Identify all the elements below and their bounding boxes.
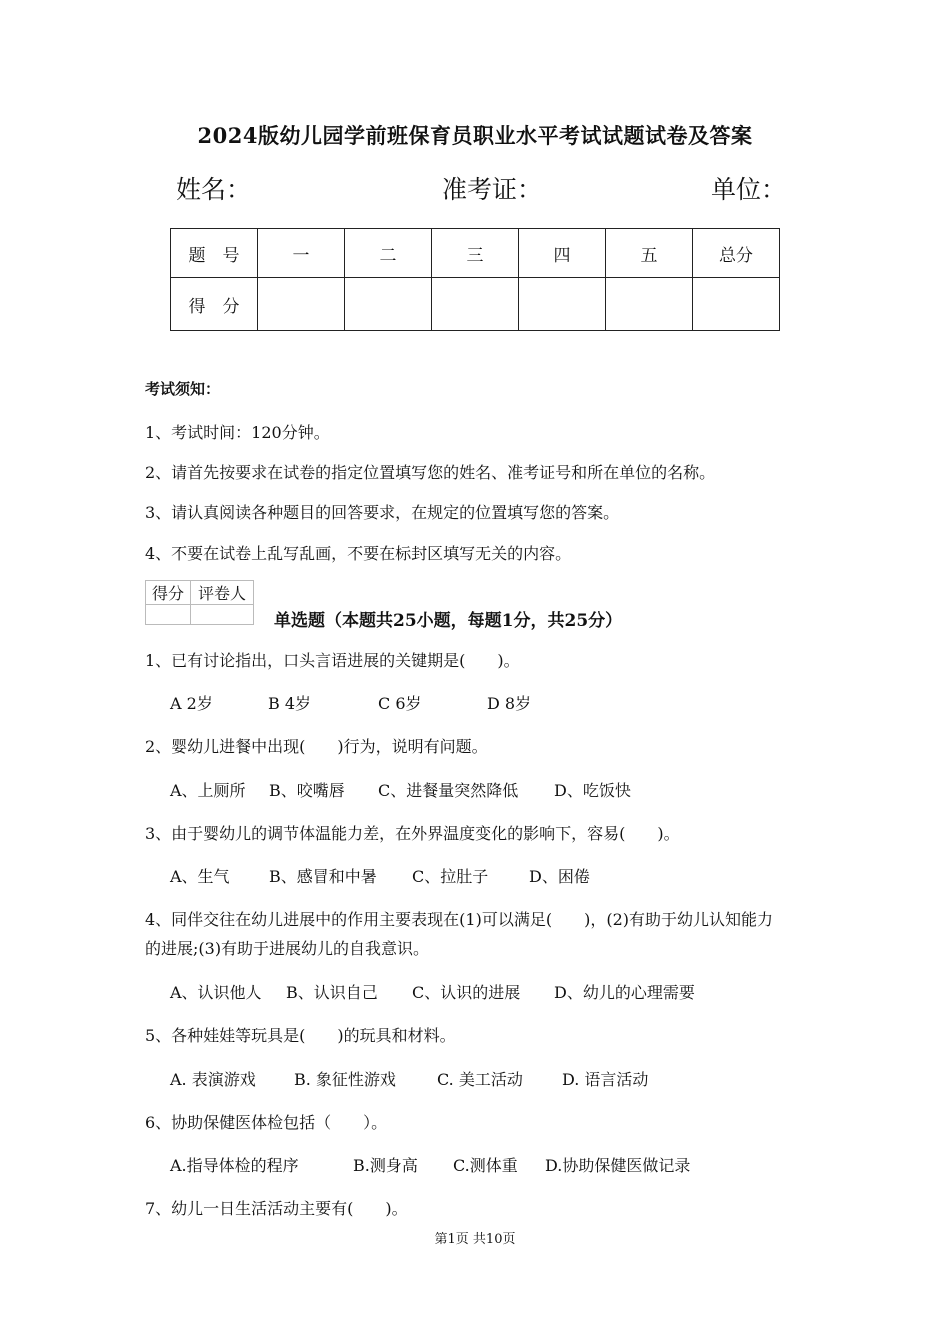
question-3-option-d: D、困倦 bbox=[529, 867, 590, 886]
question-2-option-b: B、咬嘴唇 bbox=[269, 781, 345, 800]
question-5-option-c: C. 美工活动 bbox=[437, 1070, 523, 1089]
section-title: 单选题（本题共25小题，每题1分，共25分） bbox=[274, 611, 623, 631]
question-5-option-b: B. 象征性游戏 bbox=[294, 1070, 396, 1089]
question-1-option-d: D 8岁 bbox=[487, 694, 532, 713]
notice-item-1: 1、考试时间：120分钟。 bbox=[145, 423, 330, 442]
header-cell-total: 总分 bbox=[693, 229, 780, 278]
exam-id-field-label: 准考证： bbox=[442, 175, 543, 204]
notice-item-2: 2、请首先按要求在试卷的指定位置填写您的姓名、准考证号和所在单位的名称。 bbox=[145, 463, 716, 482]
notice-item-4: 4、不要在试卷上乱写乱画，不要在标封区填写无关的内容。 bbox=[145, 544, 572, 563]
question-1-option-c: C 6岁 bbox=[378, 694, 422, 713]
notice-heading: 考试须知： bbox=[145, 380, 221, 398]
score-table-header-row bbox=[171, 229, 780, 278]
question-7-stem: 7、幼儿一日生活活动主要有( )。 bbox=[145, 1199, 408, 1218]
question-3-option-c: C、拉肚子 bbox=[412, 867, 489, 886]
question-3-stem: 3、由于婴幼儿的调节体温能力差，在外界温度变化的影响下，容易( )。 bbox=[145, 824, 680, 843]
question-5-option-d: D. 语言活动 bbox=[562, 1070, 649, 1089]
question-5-option-a: A. 表演游戏 bbox=[170, 1070, 256, 1089]
grader-name-label: 评卷人 bbox=[191, 581, 254, 605]
grader-score-label: 得分 bbox=[146, 581, 191, 605]
question-4-option-c: C、认识的进展 bbox=[412, 983, 521, 1002]
question-2-stem: 2、婴幼儿进餐中出现( )行为，说明有问题。 bbox=[145, 737, 488, 756]
question-4-stem: 4、同伴交往在幼儿进展中的作用主要表现在(1)可以满足( )，(2)有助于幼儿认知能力 bbox=[145, 910, 773, 929]
question-4-stem-continued: 的进展;(3)有助于进展幼儿的自我意识。 bbox=[145, 939, 430, 958]
score-cell-2 bbox=[345, 278, 432, 331]
question-1-option-b: B 4岁 bbox=[268, 694, 312, 713]
header-cell-1: 一 bbox=[258, 229, 345, 278]
question-6-option-b: B.测身高 bbox=[353, 1156, 418, 1175]
score-table-score-row bbox=[171, 278, 780, 331]
question-4-option-d: D、幼儿的心理需要 bbox=[554, 983, 695, 1002]
header-cell-5: 五 bbox=[606, 229, 693, 278]
page-footer: 第1页 共10页 bbox=[434, 1232, 516, 1247]
score-cell-1 bbox=[258, 278, 345, 331]
question-6-option-c: C.测体重 bbox=[453, 1156, 518, 1175]
question-2-option-c: C、进餐量突然降低 bbox=[378, 781, 519, 800]
header-cell-2: 二 bbox=[345, 229, 432, 278]
grader-score-cell bbox=[146, 605, 191, 625]
question-2-option-d: D、吃饭快 bbox=[554, 781, 631, 800]
grader-name-cell bbox=[191, 605, 254, 625]
question-4-option-b: B、认识自己 bbox=[286, 983, 378, 1002]
question-6-option-d: D.协助保健医做记录 bbox=[545, 1156, 691, 1175]
name-field-label: 姓名： bbox=[176, 175, 252, 204]
question-6-option-a: A.指导体检的程序 bbox=[170, 1156, 299, 1175]
document-title: 2024版幼儿园学前班保育员职业水平考试试题试卷及答案 bbox=[197, 123, 753, 148]
header-cell-4: 四 bbox=[519, 229, 606, 278]
score-row-label: 得 分 bbox=[171, 278, 258, 331]
question-4-option-a: A、认识他人 bbox=[170, 983, 262, 1002]
question-5-stem: 5、各种娃娃等玩具是( )的玩具和材料。 bbox=[145, 1026, 456, 1045]
question-2-option-a: A、上厕所 bbox=[170, 781, 246, 800]
score-cell-5 bbox=[606, 278, 693, 331]
candidate-info-row bbox=[176, 170, 787, 206]
question-1-option-a: A 2岁 bbox=[170, 694, 213, 713]
question-1-stem: 1、已有讨论指出，口头言语进展的关键期是( )。 bbox=[145, 651, 520, 670]
question-3-option-a: A、生气 bbox=[170, 867, 230, 886]
grader-box bbox=[145, 580, 254, 625]
notice-item-3: 3、请认真阅读各种题目的回答要求，在规定的位置填写您的答案。 bbox=[145, 503, 620, 522]
question-3-option-b: B、感冒和中暑 bbox=[269, 867, 377, 886]
score-cell-3 bbox=[432, 278, 519, 331]
question-6-stem: 6、协助保健医体检包括（ ）。 bbox=[145, 1113, 388, 1132]
header-cell-3: 三 bbox=[432, 229, 519, 278]
unit-field-label: 单位： bbox=[711, 175, 787, 204]
header-cell-label: 题 号 bbox=[171, 229, 258, 278]
score-cell-4 bbox=[519, 278, 606, 331]
score-cell-total bbox=[693, 278, 780, 331]
score-table bbox=[170, 228, 780, 331]
